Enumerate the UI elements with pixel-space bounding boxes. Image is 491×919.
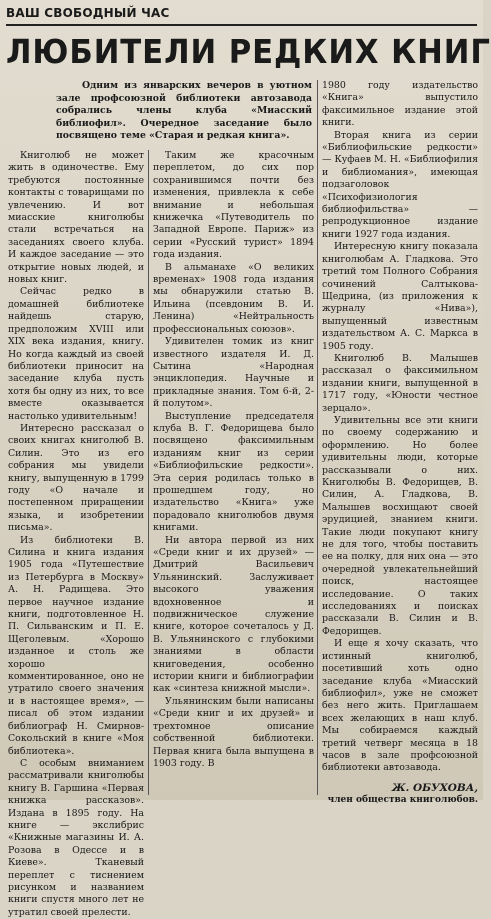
author-signature [322,781,478,806]
paragraph: В альманахе «О великих временах» 1908 года издания мы обнаружили статью В. Ильина (псевдоним В. И. Ленина) «Нейтральность профессиональных союзов». [153,261,314,335]
column-2 [153,150,314,800]
paragraph: Таким же красочным переплетом, до сих пор сохранившимся почти без изменения, привлекла к себе внимание и небольшая книжечка «Путеводитель по Западной Европе. Париж» из серии «Русский турист» 1894 года издания. [153,150,314,261]
paragraph: 1980 году издательство «Книга» выпустило факсимильное издание этой книги. [322,80,478,129]
paragraph: Из библиотеки В. Силина и книга издания 1905 года «Путешествие из Петербурга в Москву» А. Н. Радищева. Это первое научное издание книги, подготовленное Н. П. Сильванским и П. Е. Щеголевым. «Хорошо изданное и столь же хорошо комментированное, оно не утратило своего значения и в настоящее время», — писал об этом издании библиограф Н. Смирнов-Сокольский в книге «Моя библиотека». [8,534,144,757]
article-headline: ЛЮБИТЕЛИ РЕДКИХ КНИГ [6,32,491,71]
author-name: Ж. ОБУХОВА, [391,781,478,794]
paragraph: И еще я хочу сказать, что истинный книголюб, посетивший хоть одно заседание клуба «Миасский библиофил», уже не сможет без него жить. Приглашаем всех желающих в наш клуб. Мы собираемся каждый третий четверг месяца в 18 часов в зале профсоюзной библиотеки автозавода. [322,638,478,774]
column-divider [317,80,318,795]
paragraph: Ни автора первой из них «Среди книг и их друзей» — Дмитрий Васильевич Ульянинский. Заслуживает высокого уважения вдохновенное и подвижническое служение книге, которое сочеталось у Д. В. Ульянинского с глубокими знаниями в области книговедения, особенно истории книги и библиографии как «синтеза книжной мысли». [153,534,314,695]
paragraph: Интересно рассказал о своих книгах книголюб В. Силин. Это из его собрания мы увидели книгу, выпущенную в 1799 году «О начале и постепенном приращении языка, и изобретении письма». [8,422,144,534]
paragraph: С особым вниманием рассматривали книголюбы книгу В. Гаршина «Первая книжка рассказов». Издана в 1895 году. На книге — экслибрис «Книжные магазины И. А. Розова в Одессе и в Киеве». Тканевый переплет с тиснением рисунком и названием книги спустя много лет не утратил своей прелести. [8,757,144,918]
paragraph: Выступление председателя клуба В. Г. Федорищева было посвящено факсимильным изданиям книг из серии «Библиофильские редкости». Эта серия родилась только в прошедшем году, но издательство «Книга» уже порадовало книголюбов двумя книгами. [153,410,314,534]
column-1 [8,150,144,918]
paragraph: Книголюб не может жить в одиночестве. Ему требуются постоянные контакты с товарищами по увлечению. И вот миасские книголюбы стали встречаться на заседаниях своего клуба. И каждое заседание — это открытие новых людей, и новых книг. [8,150,144,286]
paragraph: Удивительны все эти книги по своему содержанию и оформлению. Но более удивительны люди, которые рассказывали о них. Книголюбы В. Федорищев, В. Силин, А. Гладкова, В. Малышев восхищают своей эрудицией, знанием книги. Такие люди покупают книгу не для того, чтобы поставить ее на полку, для них она — это очередной увлекательнейший поиск, настоящее исследование. О таких исследованиях и поисках рассказали В. Силин и В. Федорищев. [322,414,478,637]
column-3 [322,80,478,805]
column-divider [148,150,149,795]
article-lead: Одним из январских вечеров в уютном зале профсоюзной библиотеки автозавода собрались члены клуба «Миасский библиофил». Очередное заседание было посвящено теме «Старая и редкая книга». [56,80,312,142]
paragraph: Ульянинским были написаны «Среди книг и их друзей» и трехтомное описание собственной библиотеки. Первая книга была выпущена в 1903 году. В [153,695,314,769]
paragraph: Интересную книгу показала книголюбам А. Гладкова. Это третий том Полного Собрания сочинений Салтыкова-Щедрина, (из приложения к журналу «Нива»), выпущенный известным издательством А. С. Маркса в 1905 году. [322,241,478,352]
rubric-rule [6,24,477,26]
paragraph: Книголюб В. Малышев рассказал о факсимильном издании книги, выпущенной в 1717 году, «Юности честное зерцало». [322,352,478,414]
paragraph: Удивителен томик из книг известного издателя И. Д. Сытина «Народная энциклопедия. Научные и прикладные знания. Том 6-й, 2-й полутом». [153,336,314,410]
paragraph: Вторая книга из серии «Библиофильские редкости» — Куфаев М. Н. «Библиофилия и библиомания», имеющая подзаголовок «Психофизиология библиофильства» — репродукционное издание книги 1927 года издания. [322,129,478,240]
section-rubric: ВАШ СВОБОДНЫЙ ЧАС [6,6,170,20]
author-role: член общества книголюбов. [327,794,478,805]
paragraph: Сейчас редко в домашней библиотеке найдешь старую, предположим XVIII или XIX века издания, книгу. Но когда каждый из своей библиотеки приносит на заседание клуба пусть хотя бы одну из них, то все вместе оказывается настолько удивительным! [8,286,144,422]
